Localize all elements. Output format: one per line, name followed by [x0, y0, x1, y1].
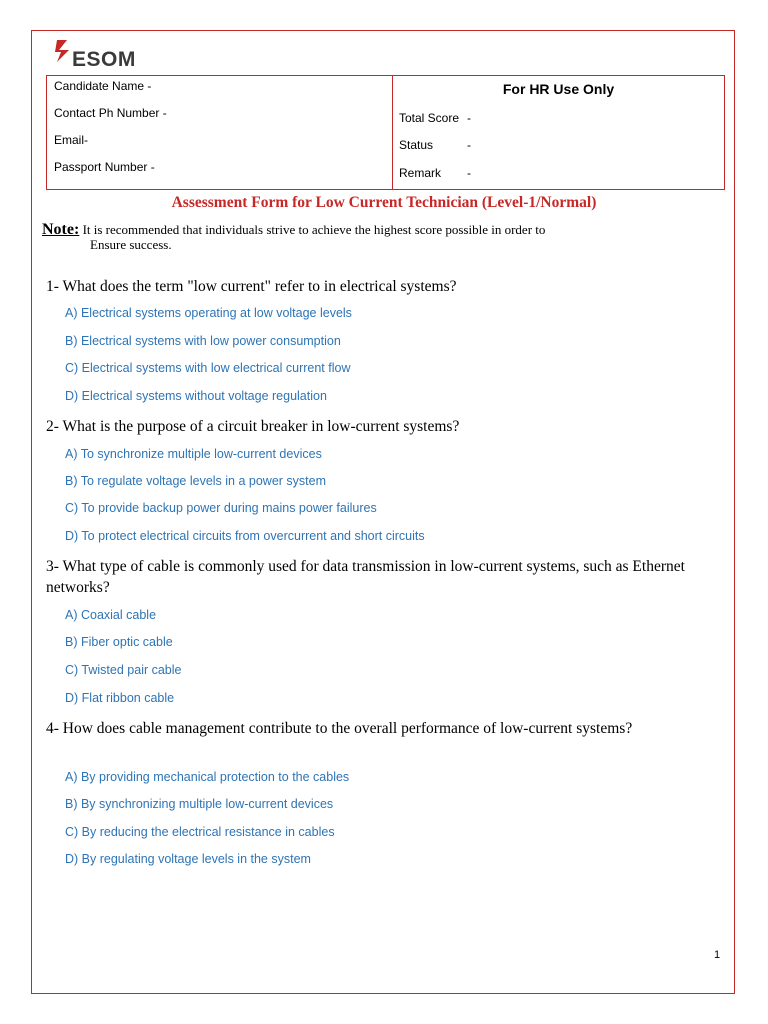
question-4-option-c[interactable]: C) By reducing the electrical resistance in cables: [65, 825, 335, 839]
question-1-option-a[interactable]: A) Electrical systems operating at low voltage levels: [65, 306, 352, 320]
question-1-option-d[interactable]: D) Electrical systems without voltage regulation: [65, 389, 327, 403]
hr-field-label: Remark: [399, 166, 442, 180]
note-text: It is recommended that individuals strive to achieve the highest score possible in order to: [79, 222, 546, 237]
candidate-section: [47, 76, 393, 189]
hr-status: [399, 138, 471, 152]
email-field: Email-: [54, 133, 89, 147]
hr-field-value: -: [467, 111, 471, 125]
question-2-option-c[interactable]: C) To provide backup power during mains power failures: [65, 501, 377, 515]
question-2: 2- What is the purpose of a circuit breaker in low-current systems?: [46, 418, 460, 435]
question-4-option-b[interactable]: B) By synchronizing multiple low-current devices: [65, 797, 334, 811]
question-3-option-a[interactable]: A) Coaxial cable: [65, 608, 157, 622]
form-title: Assessment Form for Low Current Technician (Level-1/Normal): [171, 194, 597, 211]
question-2-option-a[interactable]: A) To synchronize multiple low-current devices: [65, 447, 322, 461]
question-1: 1- What does the term "low current" refer to in electrical systems?: [46, 278, 457, 295]
question-3-option-b[interactable]: B) Fiber optic cable: [65, 635, 173, 649]
question-4: 4- How does cable management contribute to the overall performance of low-current systems?: [46, 720, 633, 737]
hr-field-value: -: [467, 138, 471, 152]
logo-text: ESOM: [72, 48, 136, 71]
candidate-name-field: Candidate Name -: [54, 79, 152, 93]
hr-field-label: Total Score: [399, 111, 460, 125]
question-1-option-c[interactable]: C) Electrical systems with low electrical current flow: [65, 361, 351, 375]
note-text-continued: Ensure success.: [90, 237, 172, 252]
esom-logo-icon: [55, 40, 71, 70]
question-4-option-a[interactable]: A) By providing mechanical protection to the cables: [65, 770, 350, 784]
question-3: 3- What type of cable is commonly used for data transmission in low-current systems, such as Ethernet networks?: [46, 558, 685, 596]
hr-remark: [399, 166, 471, 180]
question-1-option-b[interactable]: B) Electrical systems with low power consumption: [65, 334, 341, 348]
contact-number-field: Contact Ph Number -: [54, 106, 167, 120]
hr-section: [393, 76, 724, 189]
passport-number-field: Passport Number -: [54, 160, 155, 174]
question-4-option-d[interactable]: D) By regulating voltage levels in the system: [65, 852, 311, 866]
question-3-option-c[interactable]: C) Twisted pair cable: [65, 663, 182, 677]
candidate-info-table: [46, 75, 725, 190]
hr-total-score: [399, 111, 471, 125]
hr-title: For HR Use Only: [502, 81, 615, 97]
question-2-option-b[interactable]: B) To regulate voltage levels in a power system: [65, 474, 327, 488]
question-3-option-d[interactable]: D) Flat ribbon cable: [65, 691, 175, 705]
question-2-option-d[interactable]: D) To protect electrical circuits from overcurrent and short circuits: [65, 529, 425, 543]
note: [42, 222, 662, 252]
company-logo: [55, 38, 136, 70]
page-number: 1: [714, 949, 721, 961]
hr-field-value: -: [467, 166, 471, 180]
note-label: Note:: [42, 221, 80, 238]
hr-field-label: Status: [399, 138, 434, 152]
